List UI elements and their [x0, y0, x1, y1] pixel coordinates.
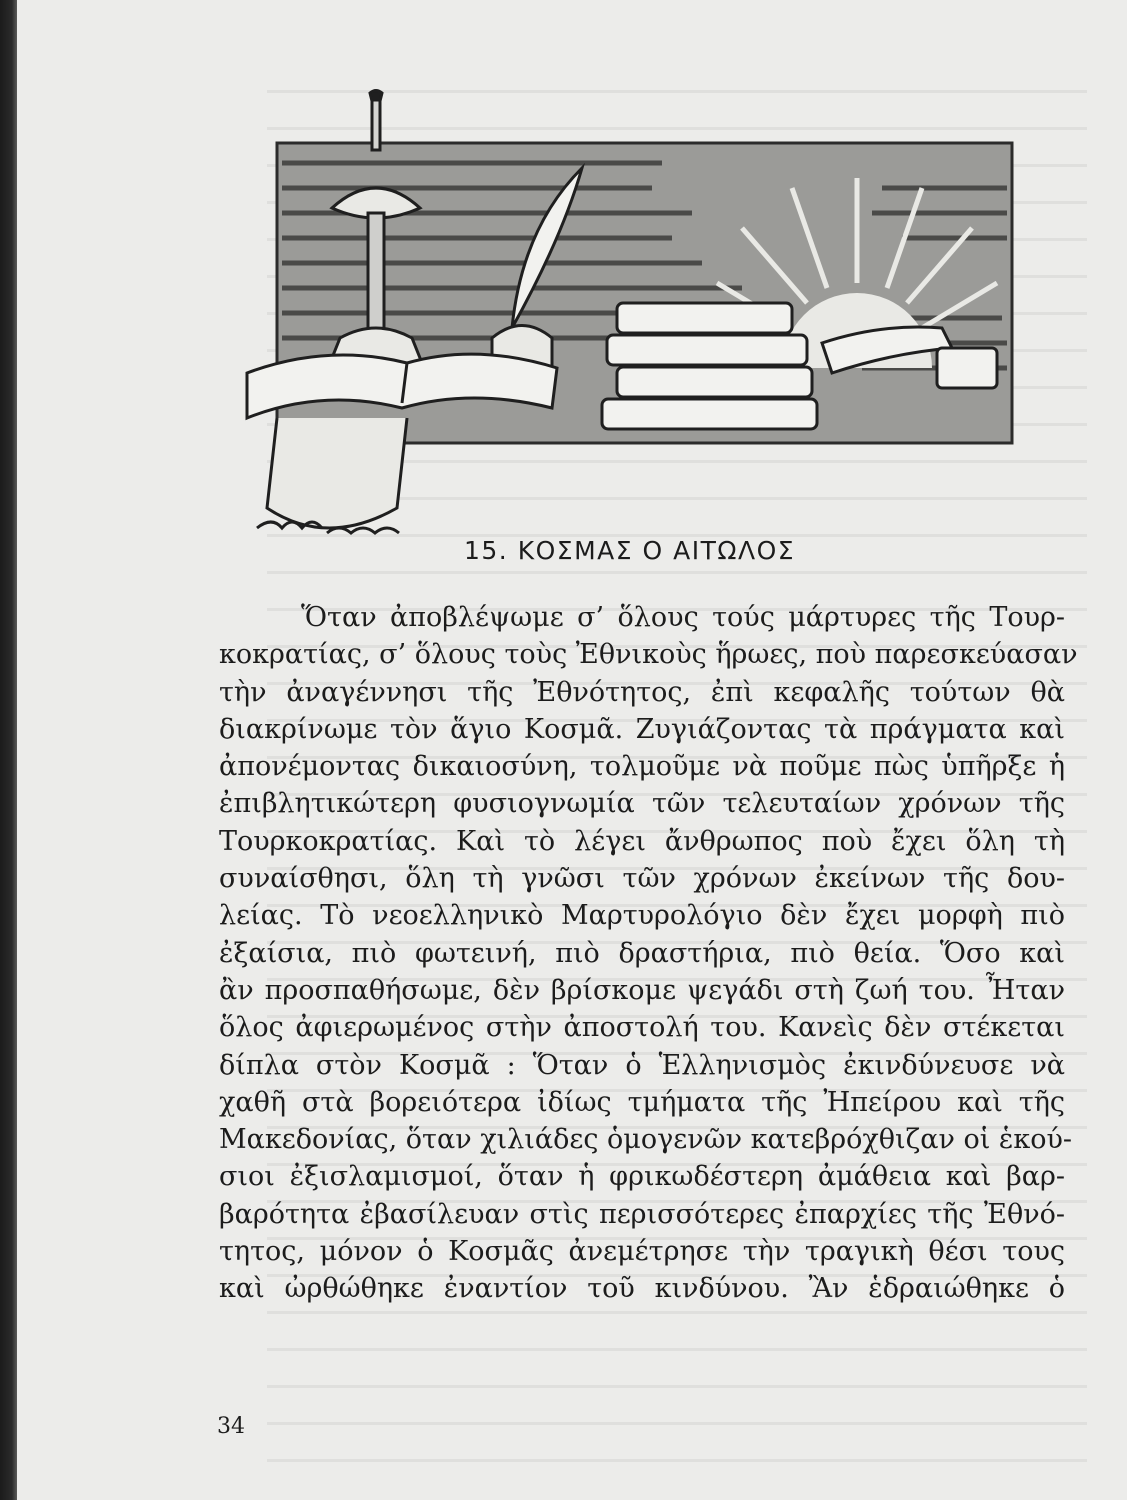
text-line: δίπλα στὸν Κοσμᾶ : Ὅταν ὁ Ἑλληνισμὸς ἐκινδύνευσε νὰ	[219, 1049, 1065, 1081]
text-line: Τουρκοκρατίας. Καὶ τὸ λέγει ἄνθρωπος ποὺ ἔχει ὅλη τὴ	[219, 825, 1065, 857]
text-line: ἐπιβλητικώτερη φυσιογνωμία τῶν τελευταίων χρόνων τῆς	[219, 788, 1065, 820]
text-line: τητος, μόνον ὁ Κοσμᾶς ἀνεμέτρησε τὴν τραγικὴ θέσι τους	[219, 1236, 1065, 1268]
text-line: Ὅταν ἀποβλέψωμε σ’ ὅλους τούς μάρτυρες τῆς Τουρ-	[301, 602, 1065, 633]
text-line: βαρότητα ἐβασίλευαν στὶς περισσότερες ἐπαρχίες τῆς Ἐθνό-	[219, 1198, 1065, 1230]
text-line: ἂν προσπαθήσωμε, δὲν βρίσκομε ψεγάδι στὴ ζωή του. Ἦταν	[219, 974, 1065, 1006]
text-line: ἐξαίσια, πιὸ φωτεινή, πιὸ δραστήρια, πιὸ θεία. Ὅσο καὶ	[219, 937, 1065, 969]
text-line: λείας. Τὸ νεοελληνικὸ Μαρτυρολόγιο δὲν ἔχει μορφὴ πιὸ	[219, 900, 1065, 932]
book-page	[17, 0, 1127, 1500]
chapter-title: 15. ΚΟΣΜΑΣ Ο ΑΙΤΩΛΟΣ	[464, 536, 796, 565]
text-line: κοκρατίας, σ’ ὅλους τοὺς Ἐθνικοὺς ἥρωες, ποὺ παρεσκεύασαν	[219, 639, 1078, 671]
text-line: σιοι ἐξισλαμισμοί, ὅταν ἡ φρικωδέστερη ἀμάθεια καὶ βαρ-	[219, 1161, 1065, 1193]
chapter-illustration	[222, 88, 1052, 558]
text-line: τὴν ἀναγέννησι τῆς Ἐθνότητος, ἐπὶ κεφαλῆς τούτων θὰ	[219, 676, 1065, 708]
text-line: συναίσθησι, ὅλη τὴ γνῶσι τῶν χρόνων ἐκείνων τῆς δου-	[219, 863, 1065, 895]
text-line: διακρίνωμε τὸν ἅγιο Κοσμᾶ. Ζυγιάζοντας τὰ πράγματα καὶ	[219, 713, 1065, 745]
text-line: ἀπονέμοντας δικαιοσύνη, τολμοῦμε νὰ ποῦμε πὼς ὑπῆρξε ἡ	[219, 751, 1065, 783]
text-line: καὶ ὠρθώθηκε ἐναντίον τοῦ κινδύνου. Ἂν ἑδραιώθηκε ὁ	[219, 1273, 1065, 1305]
scan-binding-edge	[0, 0, 17, 1500]
text-line: Μακεδονίας, ὅταν χιλιάδες ὁμογενῶν κατεβρόχθιζαν οἱ ἑκού-	[219, 1124, 1073, 1156]
body-paragraph	[219, 599, 1078, 1308]
text-line: ὅλος ἀφιερωμένος στὴν ἀποστολή του. Κανεὶς δὲν στέκεται	[219, 1012, 1065, 1044]
stacked-books	[602, 303, 817, 429]
text-line: χαθῆ στὰ βορειότερα ἰδίως τμήματα τῆς Ἠπείρου καὶ τῆς	[219, 1086, 1065, 1118]
page-number: 34	[217, 1414, 245, 1439]
